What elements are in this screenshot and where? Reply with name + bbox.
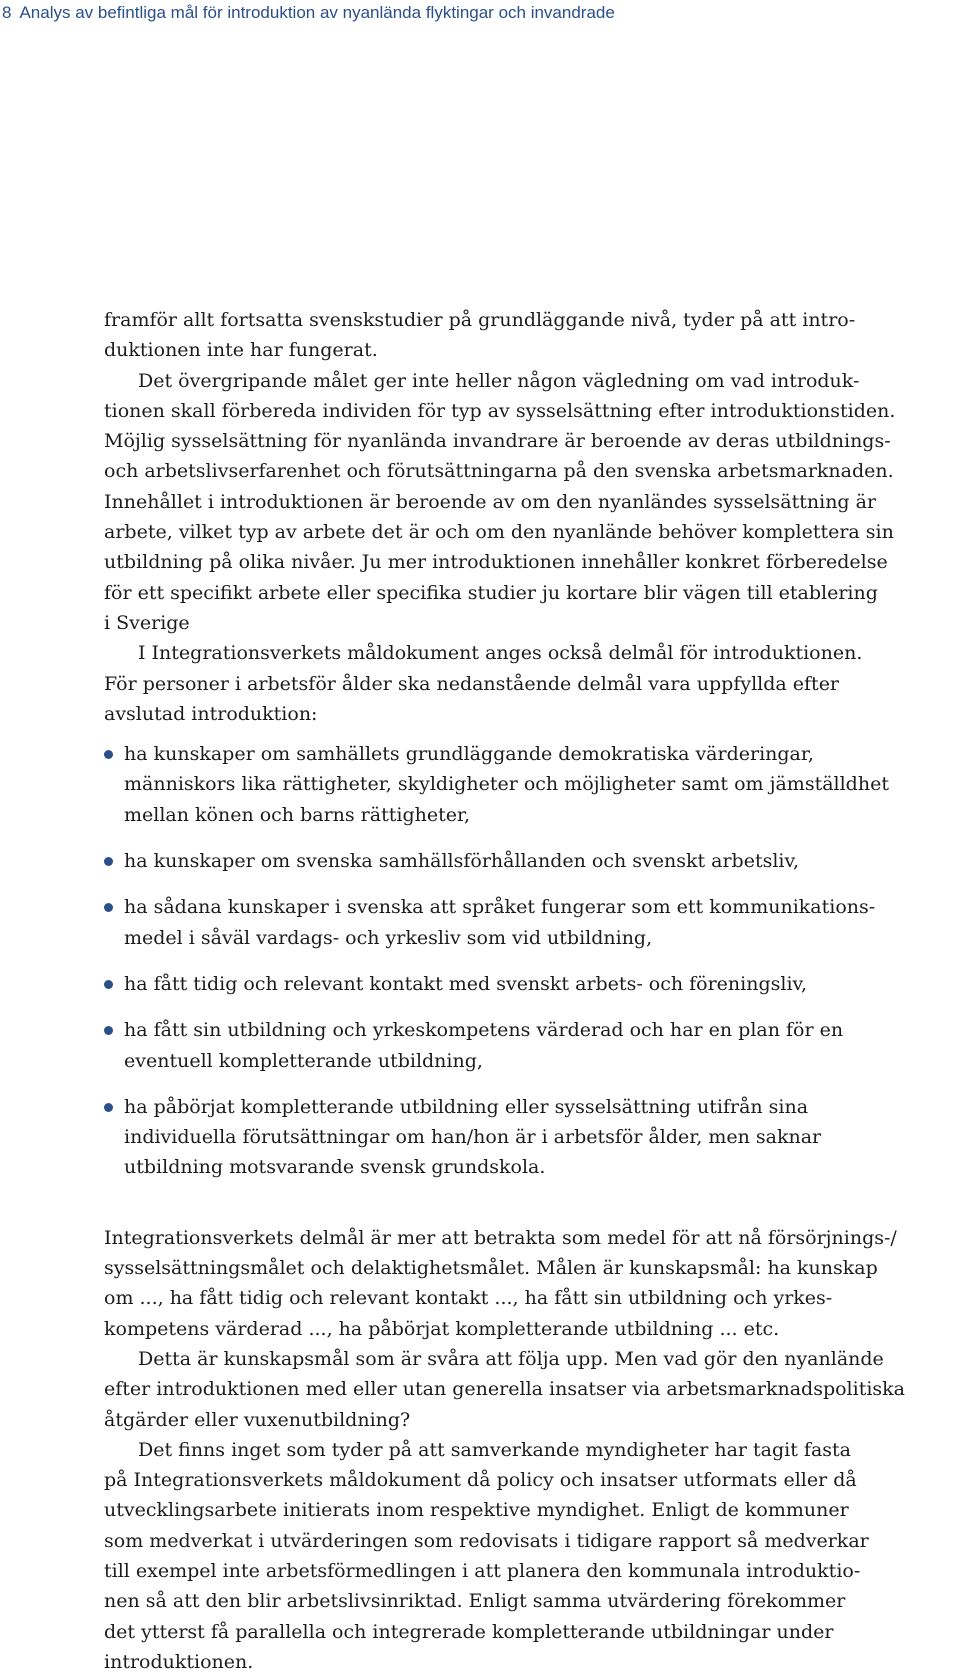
text-line: ha fått tidig och relevant kontakt med svenskt arbets- och föreningsliv, <box>124 972 808 995</box>
text-line: tionen skall förbereda individen för typ av sysselsättning efter introduktionstiden. <box>104 399 896 422</box>
text-line: introduktionen. <box>104 1650 254 1673</box>
list-item <box>104 739 960 830</box>
page-number: 8 <box>2 3 12 22</box>
bullet-icon <box>104 750 113 759</box>
text-line: nen så att den blir arbetslivsinriktad. Enligt samma utvärdering förekommer <box>104 1590 846 1613</box>
list-item <box>104 892 960 953</box>
paragraph <box>104 1223 960 1344</box>
goal-list <box>104 739 960 1183</box>
list-item <box>104 846 960 876</box>
text-line: avslutad introduktion: <box>104 702 318 725</box>
text-line: om ..., ha fått tidig och relevant kontakt ..., ha fått sin utbildning och yrkes- <box>104 1287 833 1310</box>
paragraph <box>104 1344 960 1435</box>
bullet-icon <box>104 1103 113 1112</box>
text-line: utbildning motsvarande svensk grundskola. <box>124 1156 546 1179</box>
text-line: efter introduktionen med eller utan generella insatser via arbetsmarknadspolitiska <box>104 1378 906 1401</box>
text-line: ha sådana kunskaper i svenska att språket fungerar som ett kommunikations- <box>124 896 876 919</box>
text-line: utbildning på olika nivåer. Ju mer introduktionen innehåller konkret förberedelse <box>104 551 888 574</box>
text-line: Integrationsverkets delmål är mer att betrakta som medel för att nå försörjnings-/ <box>104 1226 897 1249</box>
bullet-icon <box>104 903 113 912</box>
running-header <box>0 0 960 26</box>
list-item <box>104 1015 960 1076</box>
text-line: Detta är kunskapsmål som är svåra att följa upp. Men vad gör den nyanlände <box>138 1347 884 1370</box>
text-line: i Sverige <box>104 611 190 634</box>
text-line: ha fått sin utbildning och yrkeskompetens värderad och har en plan för en <box>124 1019 844 1042</box>
text-line: individuella förutsättningar om han/hon är i arbetsför ålder, men saknar <box>124 1126 822 1149</box>
bullet-icon <box>104 1026 113 1035</box>
text-line: Möjlig sysselsättning för nyanlända invandrare är beroende av deras utbildnings- <box>104 430 891 453</box>
text-line: utvecklingsarbete initierats inom respektive myndighet. Enligt de kommuner <box>104 1499 849 1522</box>
text-line: och arbetslivserfarenhet och förutsättningarna på den svenska arbetsmarknaden. <box>104 460 894 483</box>
text-line: sysselsättningsmålet och delaktighetsmålet. Målen är kunskapsmål: ha kunskap <box>104 1257 878 1280</box>
paragraph <box>104 305 960 366</box>
document-body <box>104 305 960 1677</box>
text-line: kompetens värderad ..., ha påbörjat kompletterande utbildning ... etc. <box>104 1317 780 1340</box>
paragraph <box>104 638 960 729</box>
text-line: mellan könen och barns rättigheter, <box>124 803 470 826</box>
text-line: ha kunskaper om samhällets grundläggande demokratiska värderingar, <box>124 743 814 766</box>
bullet-icon <box>104 857 113 866</box>
paragraph <box>104 1435 960 1677</box>
text-line: som medverkat i utvärderingen som redovisats i tidigare rapport så medverkar <box>104 1529 869 1552</box>
text-line: människors lika rättigheter, skyldigheter och möjligheter samt om jämställdhet <box>124 773 889 796</box>
text-line: Det finns inget som tyder på att samverkande myndigheter har tagit fasta <box>138 1438 851 1461</box>
text-line: Innehållet i introduktionen är beroende av om den nyanländes sysselsättning är <box>104 490 877 513</box>
text-line: framför allt fortsatta svenskstudier på grundläggande nivå, tyder på att intro- <box>104 309 856 331</box>
list-item <box>104 969 960 999</box>
spacer <box>104 1199 960 1223</box>
text-line: För personer i arbetsför ålder ska nedanstående delmål vara uppfyllda efter <box>104 672 840 695</box>
paragraph <box>104 366 960 639</box>
text-line: arbete, vilket typ av arbete det är och om den nyanlände behöver komplettera sin <box>104 521 894 544</box>
text-line: Det övergripande målet ger inte heller någon vägledning om vad introduk- <box>138 369 860 392</box>
text-line: till exempel inte arbetsförmedlingen i att planera den kommunala introduktio- <box>104 1559 861 1582</box>
text-line: för ett specifikt arbete eller specifika studier ju kortare blir vägen till etablering <box>104 581 878 604</box>
bullet-icon <box>104 980 113 989</box>
list-item <box>104 1092 960 1183</box>
text-line: medel i såväl vardags- och yrkesliv som vid utbildning, <box>124 926 653 949</box>
text-line: det ytterst få parallella och integrerade kompletterande utbildningar under <box>104 1620 834 1643</box>
text-line: åtgärder eller vuxenutbildning? <box>104 1408 411 1431</box>
header-title: Analys av befintliga mål för introduktion av nyanlända flyktingar och invandrade <box>19 3 615 22</box>
text-line: ha påbörjat kompletterande utbildning eller sysselsättning utifrån sina <box>124 1095 809 1118</box>
text-line: eventuell kompletterande utbildning, <box>124 1049 483 1072</box>
text-line: I Integrationsverkets måldokument anges också delmål för introduktionen. <box>138 642 863 665</box>
text-line: på Integrationsverkets måldokument då policy och insatser utformats eller då <box>104 1469 857 1492</box>
text-line: ha kunskaper om svenska samhällsförhållanden och svenskt arbetsliv, <box>124 850 800 873</box>
text-line: duktionen inte har fungerat. <box>104 339 378 362</box>
